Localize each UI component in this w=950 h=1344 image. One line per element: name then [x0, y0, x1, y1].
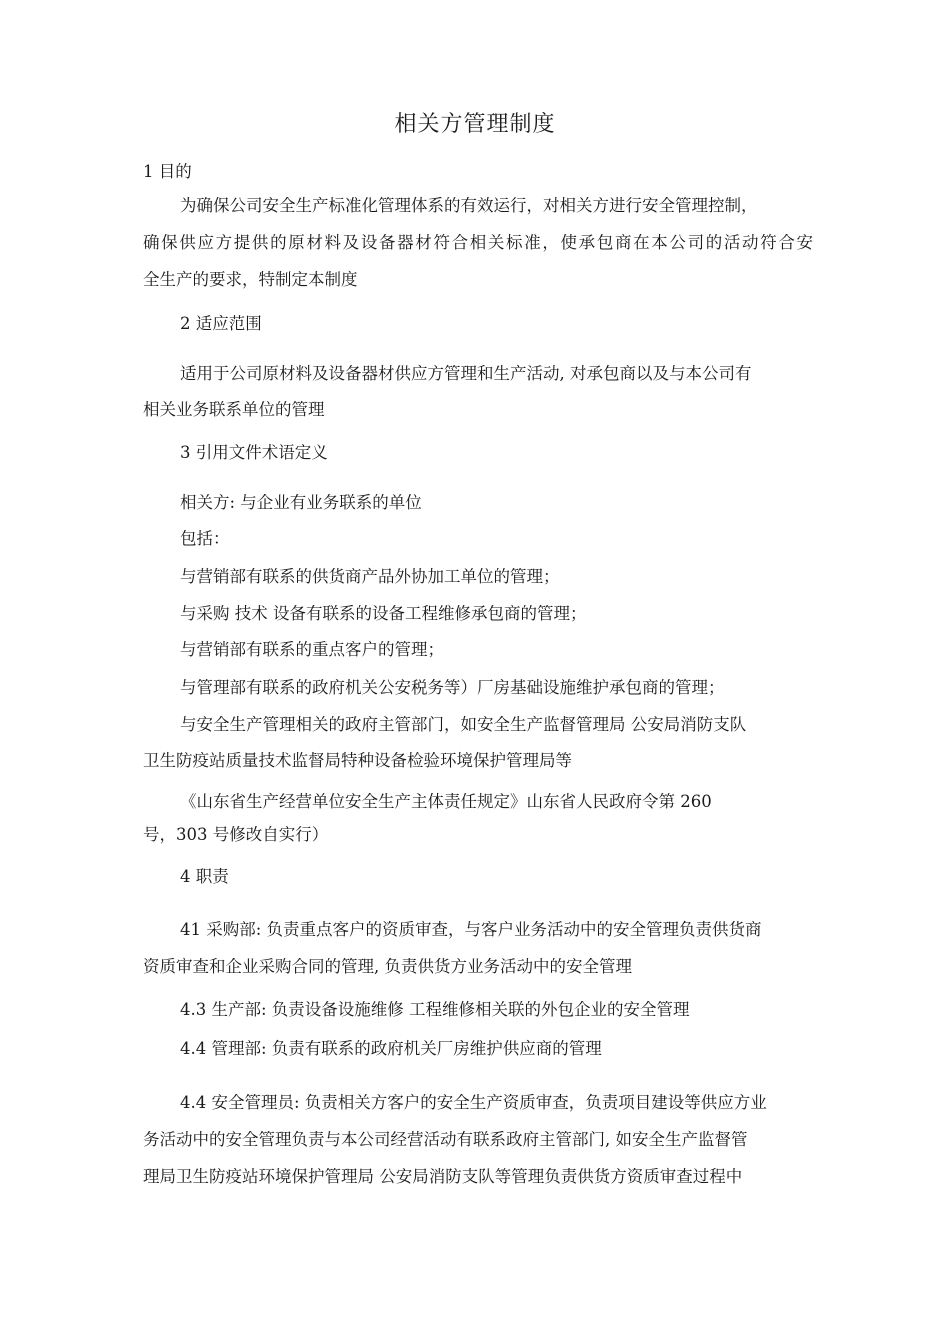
paragraph-line: 理局卫生防疫站环境保护管理局 公安局消防支队等管理负责供货方资质审查过程中: [143, 1167, 743, 1186]
section-heading-definitions: 3 引用文件术语定义: [180, 443, 328, 462]
paragraph-line: 包括：: [180, 529, 230, 548]
list-item: 与管理部有联系的政府机关公安税务等）厂房基础设施维护承包商的管理；: [180, 678, 725, 697]
paragraph-line: 《山东省生产经营单位安全生产主体责任规定》山东省人民政府令第 260: [180, 792, 712, 811]
section-heading-scope: 2 适应范围: [180, 314, 262, 333]
paragraph-line: 资质审查和企业采购合同的管理, 负责供货方业务活动中的安全管理: [143, 957, 632, 976]
section-heading-responsibilities: 4 职责: [180, 867, 229, 886]
list-item: 与营销部有联系的供货商产品外协加工单位的管理；: [180, 567, 560, 586]
paragraph-line: 41 采购部: 负责重点客户的资质审查，与客户业务活动中的安全管理负责供货商: [180, 920, 762, 939]
list-item: 与采购 技术 设备有联系的设备工程维修承包商的管理；: [180, 604, 587, 623]
section-heading-purpose: 1 目的: [143, 162, 192, 181]
paragraph-line: 号，303 号修改自实行）: [143, 825, 329, 844]
document-title: 相关方管理制度: [394, 112, 556, 137]
paragraph-line: 适用于公司原材料及设备器材供应方管理和生产活动, 对承包商以及与本公司有: [180, 364, 752, 383]
paragraph-line: 务活动中的安全管理负责与本公司经营活动有联系政府主管部门, 如安全生产监督管: [143, 1130, 748, 1149]
paragraph-line: 全生产的要求，特制定本制度: [143, 270, 358, 289]
paragraph-line: 相关方: 与企业有业务联系的单位: [180, 493, 422, 512]
paragraph-line: 4.3 生产部: 负责设备设施维修 工程维修相关联的外包企业的安全管理: [180, 1000, 690, 1019]
list-item: 与安全生产管理相关的政府主管部门，如安全生产监督管理局 公安局消防支队: [180, 715, 747, 734]
paragraph-line: 为确保公司安全生产标准化管理体系的有效运行，对相关方进行安全管理控制，: [180, 196, 758, 215]
paragraph-line: 4.4 安全管理员: 负责相关方客户的安全生产资质审查，负责项目建设等供应方业: [180, 1093, 767, 1112]
list-item: 与营销部有联系的重点客户的管理；: [180, 640, 444, 659]
paragraph-line: 4.4 管理部: 负责有联系的政府机关厂房维护供应商的管理: [180, 1039, 602, 1058]
paragraph-line: 相关业务联系单位的管理: [143, 400, 325, 419]
paragraph-line: 卫生防疫站质量技术监督局特种设备检验环境保护管理局等: [143, 751, 572, 770]
paragraph-line: 确保供应方提供的原材料及设备器材符合相关标准，使承包商在本公司的活动符合安: [143, 233, 813, 252]
